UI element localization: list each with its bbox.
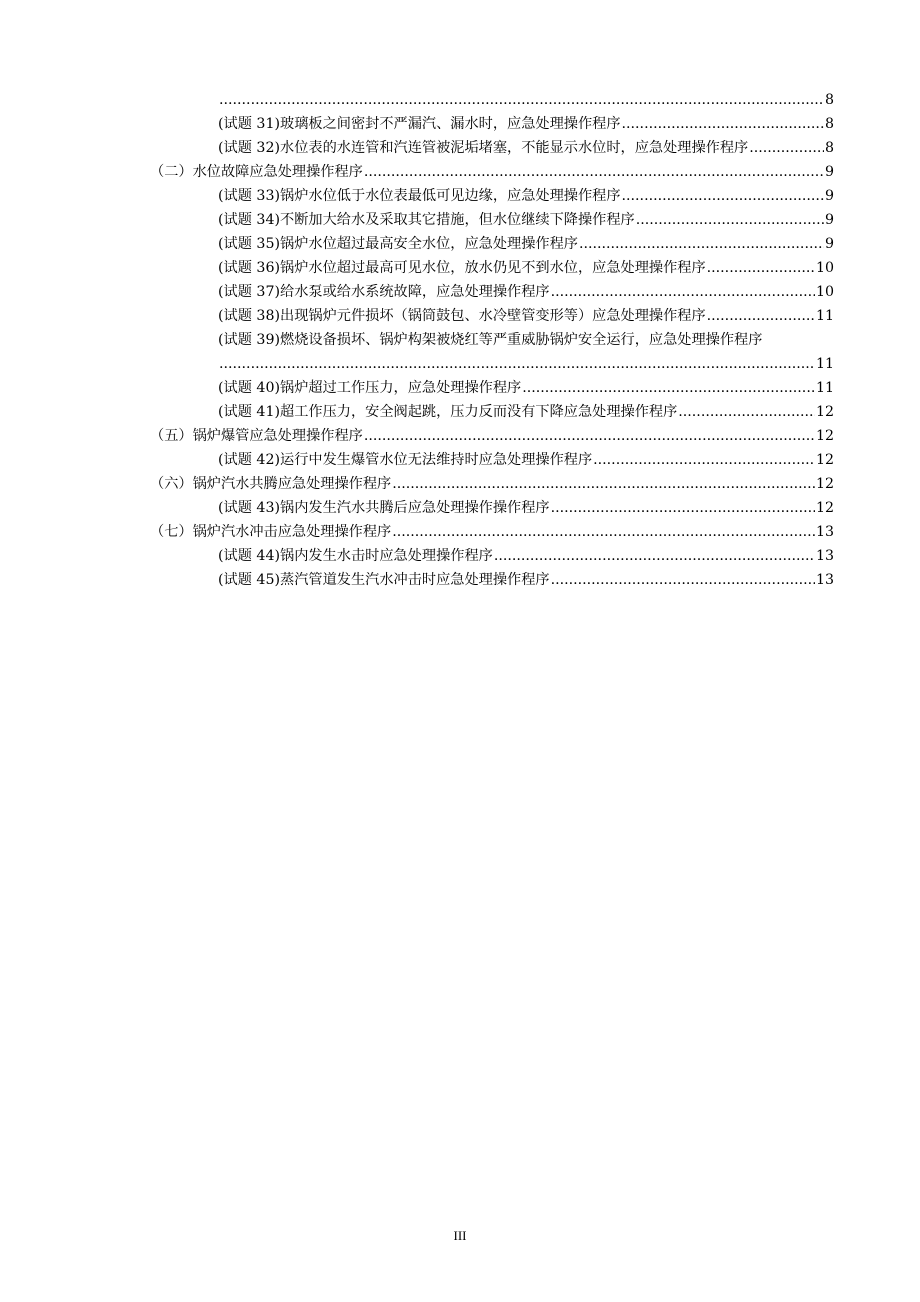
toc-entry-title: (试题 34)不断加大给水及采取其它措施，但水位继续下降操作程序 <box>218 212 635 228</box>
toc-entry-page: 11 <box>815 380 834 396</box>
toc-entry[interactable] <box>150 136 834 160</box>
toc-entry-title: (试题 43)锅内发生汽水共腾后应急处理操作操作程序 <box>218 500 550 516</box>
toc-section-page: 13 <box>815 524 834 540</box>
toc-entry-page: 9 <box>824 188 834 204</box>
toc-leader-dots <box>551 568 815 592</box>
toc-entry[interactable] <box>150 232 834 256</box>
toc-leader-dots <box>707 304 815 328</box>
toc-section-page: 9 <box>824 164 834 180</box>
toc-entry-title: (试题 38)出现锅炉元件损坏（锅筒鼓包、水冷壁管变形等）应急处理操作程序 <box>218 308 706 324</box>
toc-leader-dots <box>551 496 815 520</box>
toc-entry[interactable] <box>150 256 834 280</box>
toc-entry-continuation[interactable] <box>150 352 834 376</box>
toc-entry-title: (试题 42)运行中发生爆管水位无法维持时应急处理操作程序 <box>218 452 593 468</box>
toc-leader-dots <box>522 376 815 400</box>
toc-entry-title: (试题 35)锅炉水位超过最高安全水位，应急处理操作程序 <box>218 236 578 252</box>
toc-entry[interactable] <box>150 304 834 328</box>
toc-entry-page: 13 <box>815 548 834 564</box>
toc-section-title: （五）锅炉爆管应急处理操作程序 <box>150 428 363 444</box>
toc-entry-title: (试题 31)玻璃板之间密封不严漏汽、漏水时，应急处理操作程序 <box>218 116 621 132</box>
toc-leader-dots <box>219 88 824 112</box>
toc-entry-page: 13 <box>815 572 834 588</box>
toc-entry-title: (试题 40)锅炉超过工作压力，应急处理操作程序 <box>218 380 522 396</box>
toc-entry-page: 8 <box>824 116 834 132</box>
toc-section-page: 12 <box>815 428 834 444</box>
table-of-contents <box>150 88 834 592</box>
toc-section-title: （六）锅炉汽水共腾应急处理操作程序 <box>150 476 392 492</box>
toc-entry[interactable] <box>150 112 834 136</box>
toc-leader-dots <box>622 184 824 208</box>
toc-entry[interactable] <box>150 88 834 112</box>
toc-entry-page: 10 <box>815 260 834 276</box>
toc-section-title: （七）锅炉汽水冲击应急处理操作程序 <box>150 524 392 540</box>
toc-leader-dots <box>364 160 824 184</box>
toc-entry-page: 11 <box>815 356 834 372</box>
toc-entry[interactable] <box>150 376 834 400</box>
toc-leader-dots <box>392 472 815 496</box>
toc-entry-page: 9 <box>824 212 834 228</box>
toc-entry-page: 12 <box>815 404 834 420</box>
toc-entry-title: (试题 41)超工作压力，安全阀起跳，压力反而没有下降应急处理操作程序 <box>218 404 678 420</box>
toc-entry-title: (试题 33)锅炉水位低于水位表最低可见边缘，应急处理操作程序 <box>218 188 621 204</box>
toc-leader-dots <box>622 112 824 136</box>
toc-entry[interactable] <box>150 448 834 472</box>
toc-entry-title: (试题 32)水位表的水连管和汽连管被泥垢堵塞，不能显示水位时，应急处理操作程序 <box>218 140 749 156</box>
toc-leader-dots <box>707 256 815 280</box>
toc-entry-title: (试题 39)燃烧设备损坏、锅炉构架被烧红等严重威胁锅炉安全运行，应急处理操作程序 <box>218 332 763 348</box>
toc-leader-dots <box>551 280 815 304</box>
toc-leader-dots <box>593 448 815 472</box>
toc-entry-title: (试题 44)锅内发生水击时应急处理操作程序 <box>218 548 493 564</box>
toc-entry-page: 10 <box>815 284 834 300</box>
toc-leader-dots <box>219 352 815 376</box>
toc-entry[interactable] <box>150 544 834 568</box>
toc-entry-page: 8 <box>824 92 834 108</box>
toc-leader-dots <box>364 424 815 448</box>
toc-leader-dots <box>636 208 824 232</box>
toc-section[interactable] <box>150 520 834 544</box>
toc-entry-page: 12 <box>815 452 834 468</box>
toc-entry-title: (试题 37)给水泵或给水系统故障，应急处理操作程序 <box>218 284 550 300</box>
toc-section-page: 12 <box>815 476 834 492</box>
toc-entry[interactable] <box>150 568 834 592</box>
toc-entry-page: 9 <box>824 236 834 252</box>
toc-entry-page: 8 <box>824 140 834 156</box>
toc-entry[interactable] <box>150 496 834 520</box>
toc-leader-dots <box>749 136 824 160</box>
toc-section[interactable] <box>150 160 834 184</box>
toc-leader-dots <box>392 520 815 544</box>
toc-entry-title: (试题 45)蒸汽管道发生汽水冲击时应急处理操作程序 <box>218 572 550 588</box>
toc-leader-dots <box>579 232 824 256</box>
toc-entry-title: (试题 36)锅炉水位超过最高可见水位，放水仍见不到水位，应急处理操作程序 <box>218 260 706 276</box>
toc-entry[interactable] <box>150 328 834 352</box>
toc-entry-page: 12 <box>815 500 834 516</box>
toc-leader-dots <box>494 544 815 568</box>
toc-entry-page: 11 <box>815 308 834 324</box>
toc-entry[interactable] <box>150 400 834 424</box>
toc-entry[interactable] <box>150 184 834 208</box>
toc-entry[interactable] <box>150 280 834 304</box>
toc-section-title: （二）水位故障应急处理操作程序 <box>150 164 363 180</box>
toc-section[interactable] <box>150 472 834 496</box>
page-number: III <box>453 1228 467 1243</box>
toc-leader-dots <box>678 400 815 424</box>
toc-entry[interactable] <box>150 208 834 232</box>
toc-section[interactable] <box>150 424 834 448</box>
